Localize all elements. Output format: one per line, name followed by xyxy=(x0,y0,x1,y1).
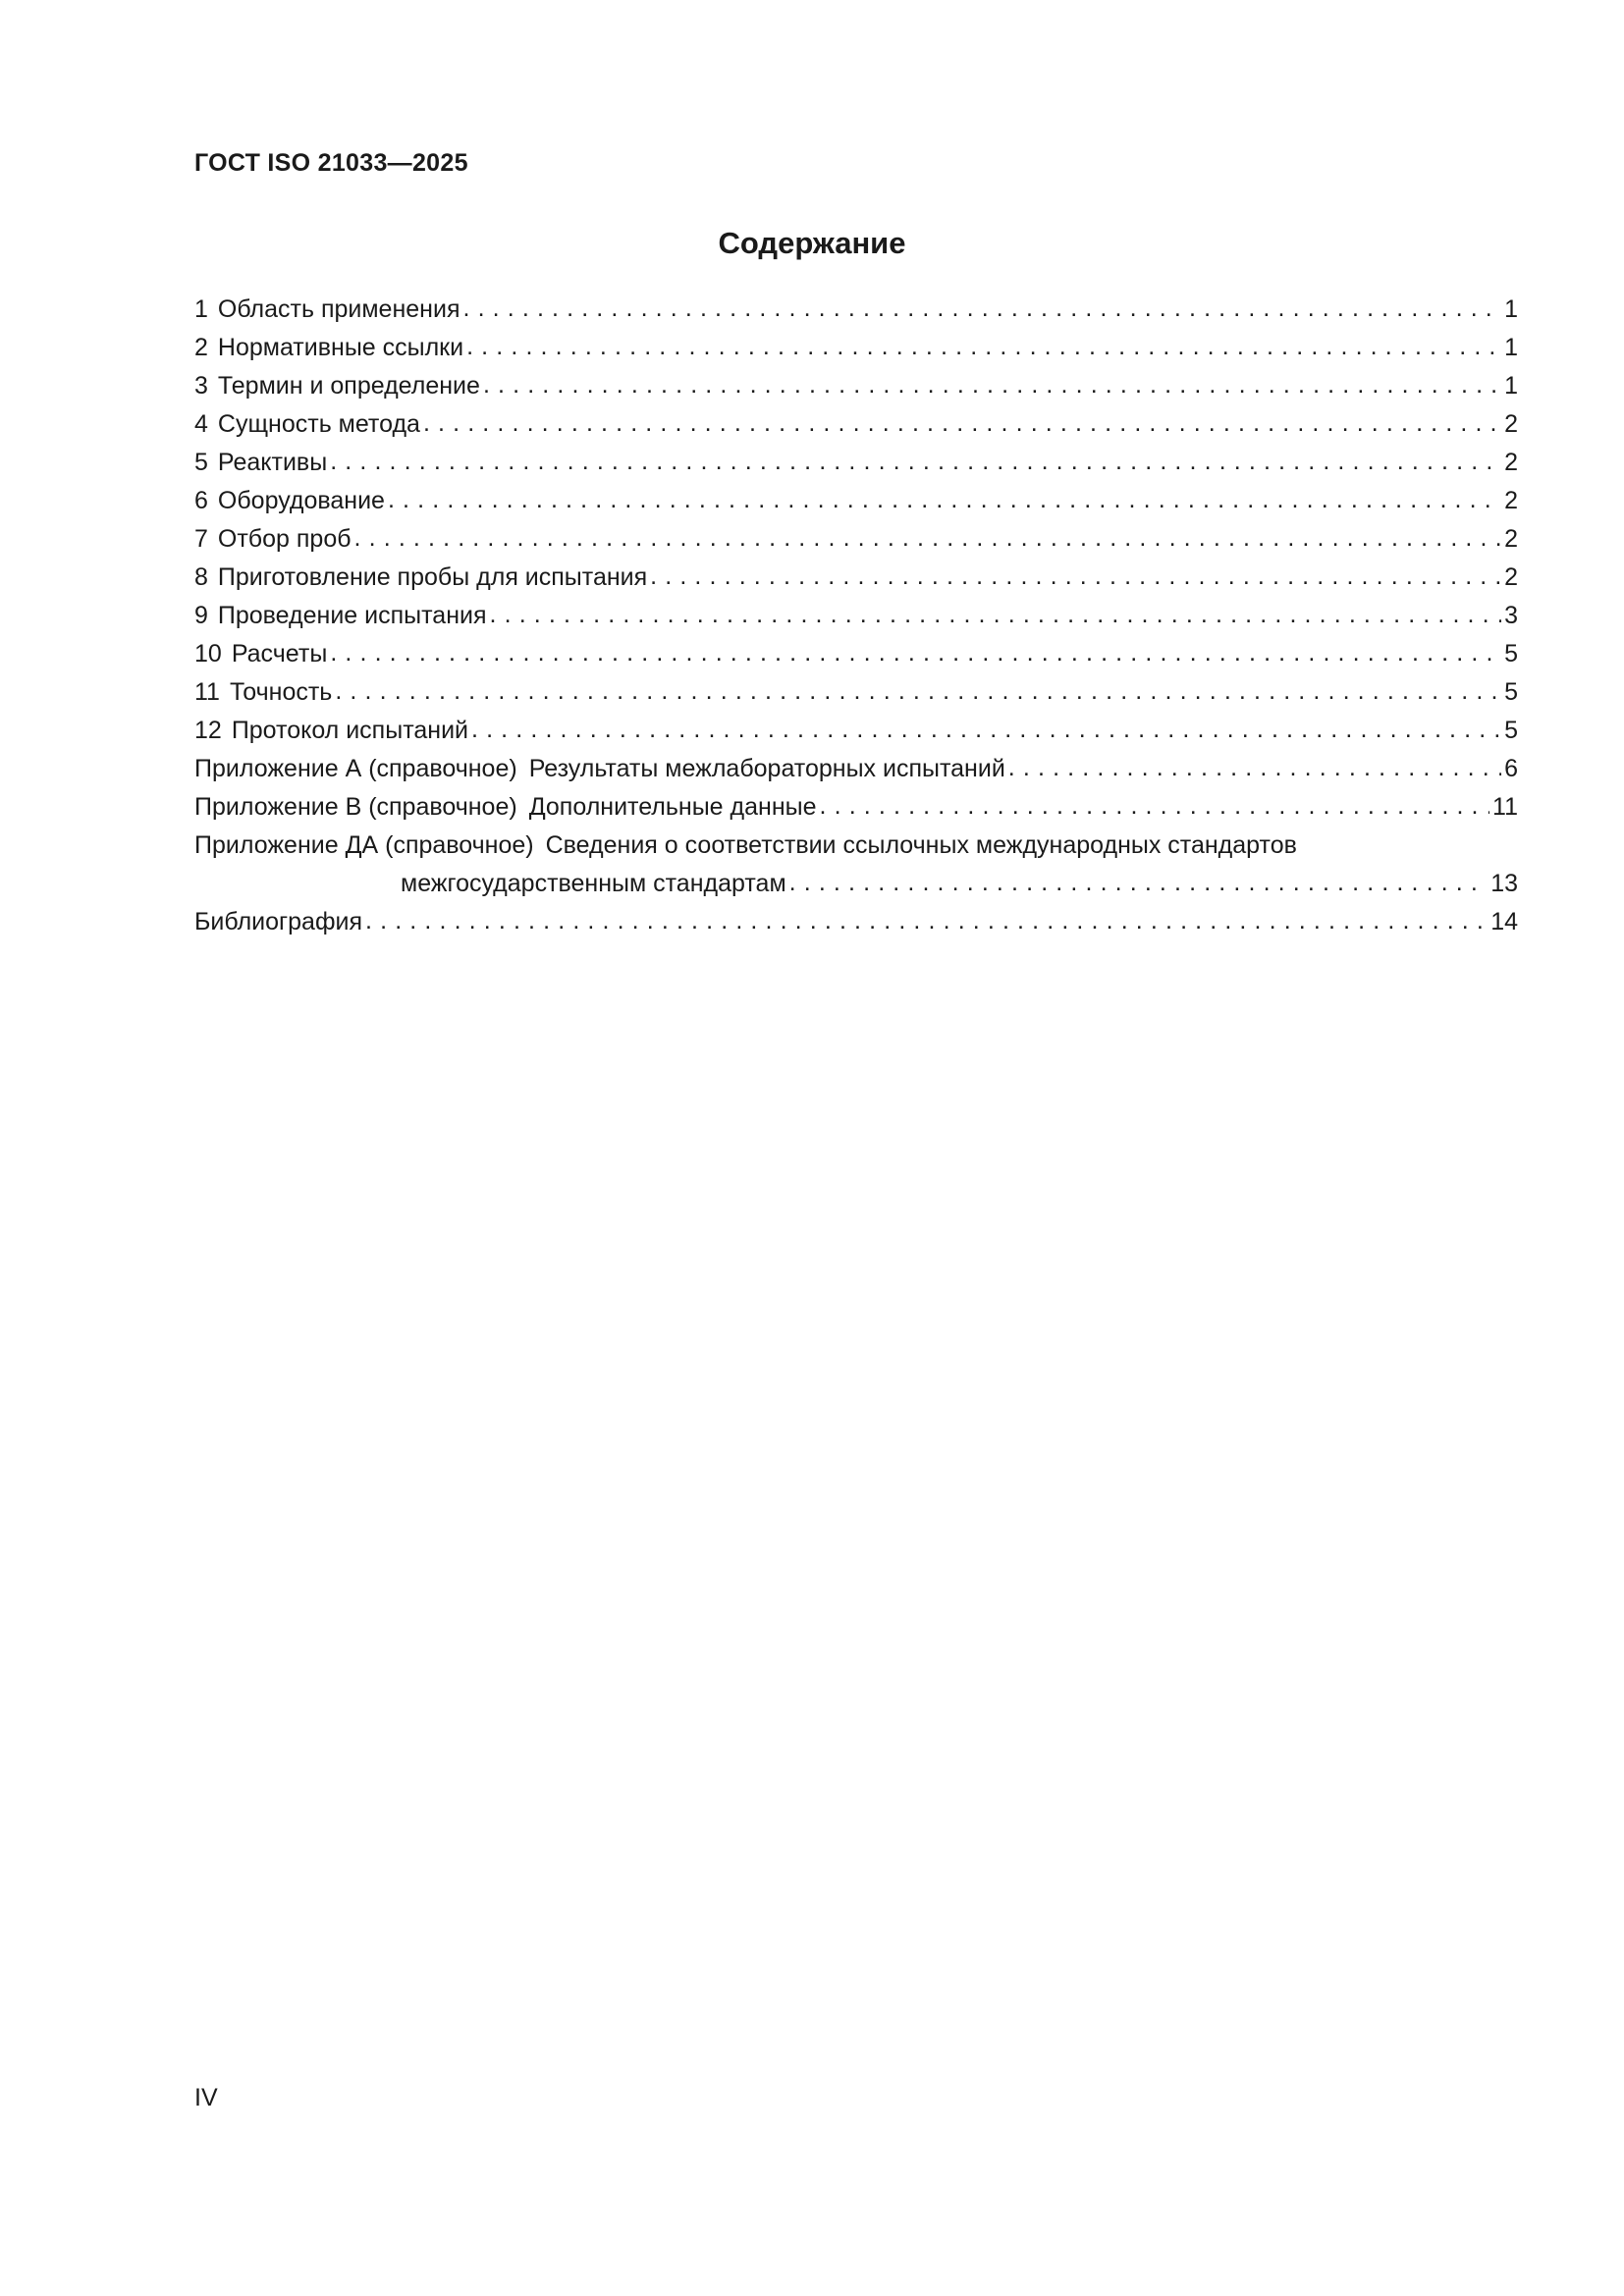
toc-entry-page: 13 xyxy=(1490,870,1518,897)
toc-leader-dots xyxy=(820,787,1490,826)
toc-leader-dots xyxy=(335,672,1501,711)
toc-leader-dots xyxy=(365,902,1488,940)
toc-entry-number: 2 xyxy=(194,334,208,361)
toc-entry-number: 10 xyxy=(194,640,222,667)
toc-entry-title: Точность xyxy=(229,678,333,706)
toc-entry-page: 5 xyxy=(1504,717,1518,744)
toc-entry-page: 6 xyxy=(1504,755,1518,782)
toc-entry-page: 1 xyxy=(1504,372,1518,400)
toc-entry-number: 4 xyxy=(194,410,208,438)
toc-entry[interactable] xyxy=(194,291,1518,329)
toc-leader-dots xyxy=(354,519,1502,558)
toc-entry-page: 2 xyxy=(1504,563,1518,591)
toc-entry[interactable] xyxy=(194,482,1518,520)
toc-entry-page: 2 xyxy=(1504,525,1518,553)
toc-entry[interactable] xyxy=(194,405,1518,444)
toc-entry-number: 7 xyxy=(194,525,208,553)
toc-entry-title: Оборудование xyxy=(217,487,385,514)
toc-entry-title: Приготовление пробы для испытания xyxy=(217,563,648,591)
toc-entry-number: 9 xyxy=(194,602,208,629)
toc-entry[interactable] xyxy=(194,329,1518,367)
document-code: ГОСТ ISO 21033—2025 xyxy=(194,149,468,177)
toc-entry-title: Сущность метода xyxy=(217,410,420,438)
toc-appendix-entry[interactable] xyxy=(194,750,1518,788)
toc-entry[interactable] xyxy=(194,597,1518,635)
toc-leader-dots xyxy=(466,328,1501,366)
toc-appendix-entry-continuation[interactable] xyxy=(194,865,1518,903)
toc-entry-number: 1 xyxy=(194,295,208,323)
toc-entry-number: 6 xyxy=(194,487,208,514)
toc-appendix-prefix: Приложение ДА (справочное) xyxy=(194,831,534,859)
toc-entry-page: 11 xyxy=(1492,793,1518,821)
toc-entry-title: Термин и определение xyxy=(217,372,480,400)
toc-bibliography-entry[interactable] xyxy=(194,903,1518,941)
toc-appendix-entry[interactable] xyxy=(194,788,1518,827)
toc-leader-dots xyxy=(330,443,1501,481)
toc-bibliography-title: Библиография xyxy=(194,908,363,935)
toc-entry-page: 1 xyxy=(1504,295,1518,323)
toc-entry-number: 3 xyxy=(194,372,208,400)
toc-entry-page: 2 xyxy=(1504,449,1518,476)
toc-entry[interactable] xyxy=(194,635,1518,673)
toc-entry-number: 8 xyxy=(194,563,208,591)
toc-entry-title: Проведение испытания xyxy=(217,602,487,629)
table-of-contents xyxy=(194,291,1518,941)
toc-entry-title: Отбор проб xyxy=(217,525,352,553)
toc-title: Содержание xyxy=(718,226,906,260)
toc-leader-dots xyxy=(490,596,1502,634)
toc-leader-dots xyxy=(471,711,1501,749)
toc-leader-dots xyxy=(330,634,1501,672)
toc-entry-page: 1 xyxy=(1504,334,1518,361)
toc-entry-page: 5 xyxy=(1504,640,1518,667)
toc-entry-title: Нормативные ссылки xyxy=(217,334,464,361)
toc-entry[interactable] xyxy=(194,444,1518,482)
toc-leader-dots xyxy=(789,864,1489,902)
page-number: IV xyxy=(194,2084,218,2111)
toc-appendix-entry[interactable] xyxy=(194,827,1518,865)
toc-entry[interactable] xyxy=(194,559,1518,597)
toc-appendix-title: Результаты межлабораторных испытаний xyxy=(528,755,1005,782)
toc-entry-title: Реактивы xyxy=(217,449,328,476)
toc-entry-page: 2 xyxy=(1504,487,1518,514)
toc-entry[interactable] xyxy=(194,520,1518,559)
toc-entry[interactable] xyxy=(194,367,1518,405)
toc-entry[interactable] xyxy=(194,673,1518,712)
toc-entry-number: 12 xyxy=(194,717,222,744)
toc-entry-title: Область применения xyxy=(217,295,460,323)
toc-appendix-title-continuation: межгосударственным стандартам xyxy=(401,870,786,897)
toc-entry-title: Расчеты xyxy=(231,640,328,667)
toc-leader-dots xyxy=(1008,749,1501,787)
toc-leader-dots xyxy=(650,558,1501,596)
toc-appendix-prefix: Приложение В (справочное) xyxy=(194,793,517,821)
toc-entry[interactable] xyxy=(194,712,1518,750)
toc-entry-number: 11 xyxy=(194,678,220,706)
toc-entry-page: 3 xyxy=(1504,602,1518,629)
toc-appendix-title: Дополнительные данные xyxy=(528,793,817,821)
toc-entry-page: 2 xyxy=(1504,410,1518,438)
toc-appendix-prefix: Приложение А (справочное) xyxy=(194,755,517,782)
toc-entry-page: 14 xyxy=(1490,908,1518,935)
toc-entry-number: 5 xyxy=(194,449,208,476)
toc-entry-page: 5 xyxy=(1504,678,1518,706)
toc-leader-dots xyxy=(483,366,1501,404)
toc-entry-title: Протокол испытаний xyxy=(231,717,468,744)
toc-leader-dots xyxy=(423,404,1501,443)
toc-appendix-title: Сведения о соответствии ссылочных международных стандартов xyxy=(545,831,1297,859)
toc-leader-dots xyxy=(462,290,1501,328)
toc-leader-dots xyxy=(388,481,1501,519)
